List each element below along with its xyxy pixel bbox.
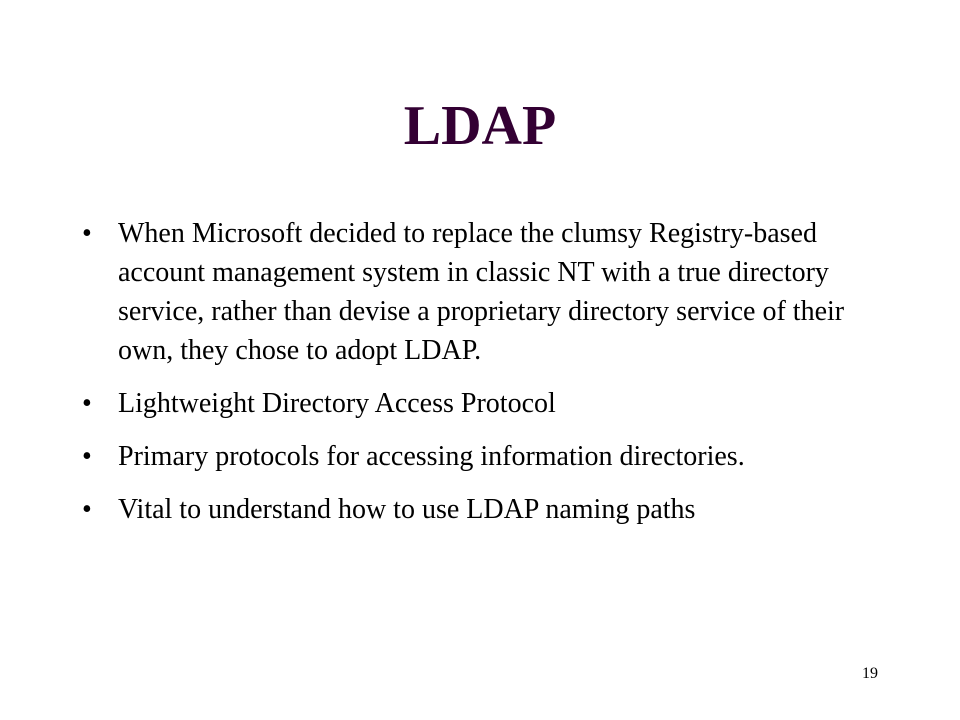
bullet-item: [82, 490, 852, 529]
bullet-item: [82, 214, 852, 370]
bullet-dot-icon: •: [82, 494, 92, 525]
bullet-list: [82, 214, 852, 543]
bullet-item: [82, 437, 852, 476]
bullet-text: When Microsoft decided to replace the clumsy Registry-based account management system in classic NT with a true directory service, rather than devise a proprietary directory service of their own, they chose to adopt LDAP.: [118, 218, 845, 366]
bullet-dot-icon: •: [82, 388, 92, 419]
bullet-item: [82, 384, 852, 423]
bullet-dot-icon: •: [82, 441, 92, 472]
bullet-text: Primary protocols for accessing information directories.: [118, 441, 745, 472]
bullet-text: Lightweight Directory Access Protocol: [118, 388, 556, 419]
page-number: 19: [862, 665, 878, 682]
slide-title: LDAP: [403, 95, 557, 157]
bullet-text: Vital to understand how to use LDAP naming paths: [118, 494, 696, 525]
bullet-dot-icon: •: [82, 218, 92, 249]
